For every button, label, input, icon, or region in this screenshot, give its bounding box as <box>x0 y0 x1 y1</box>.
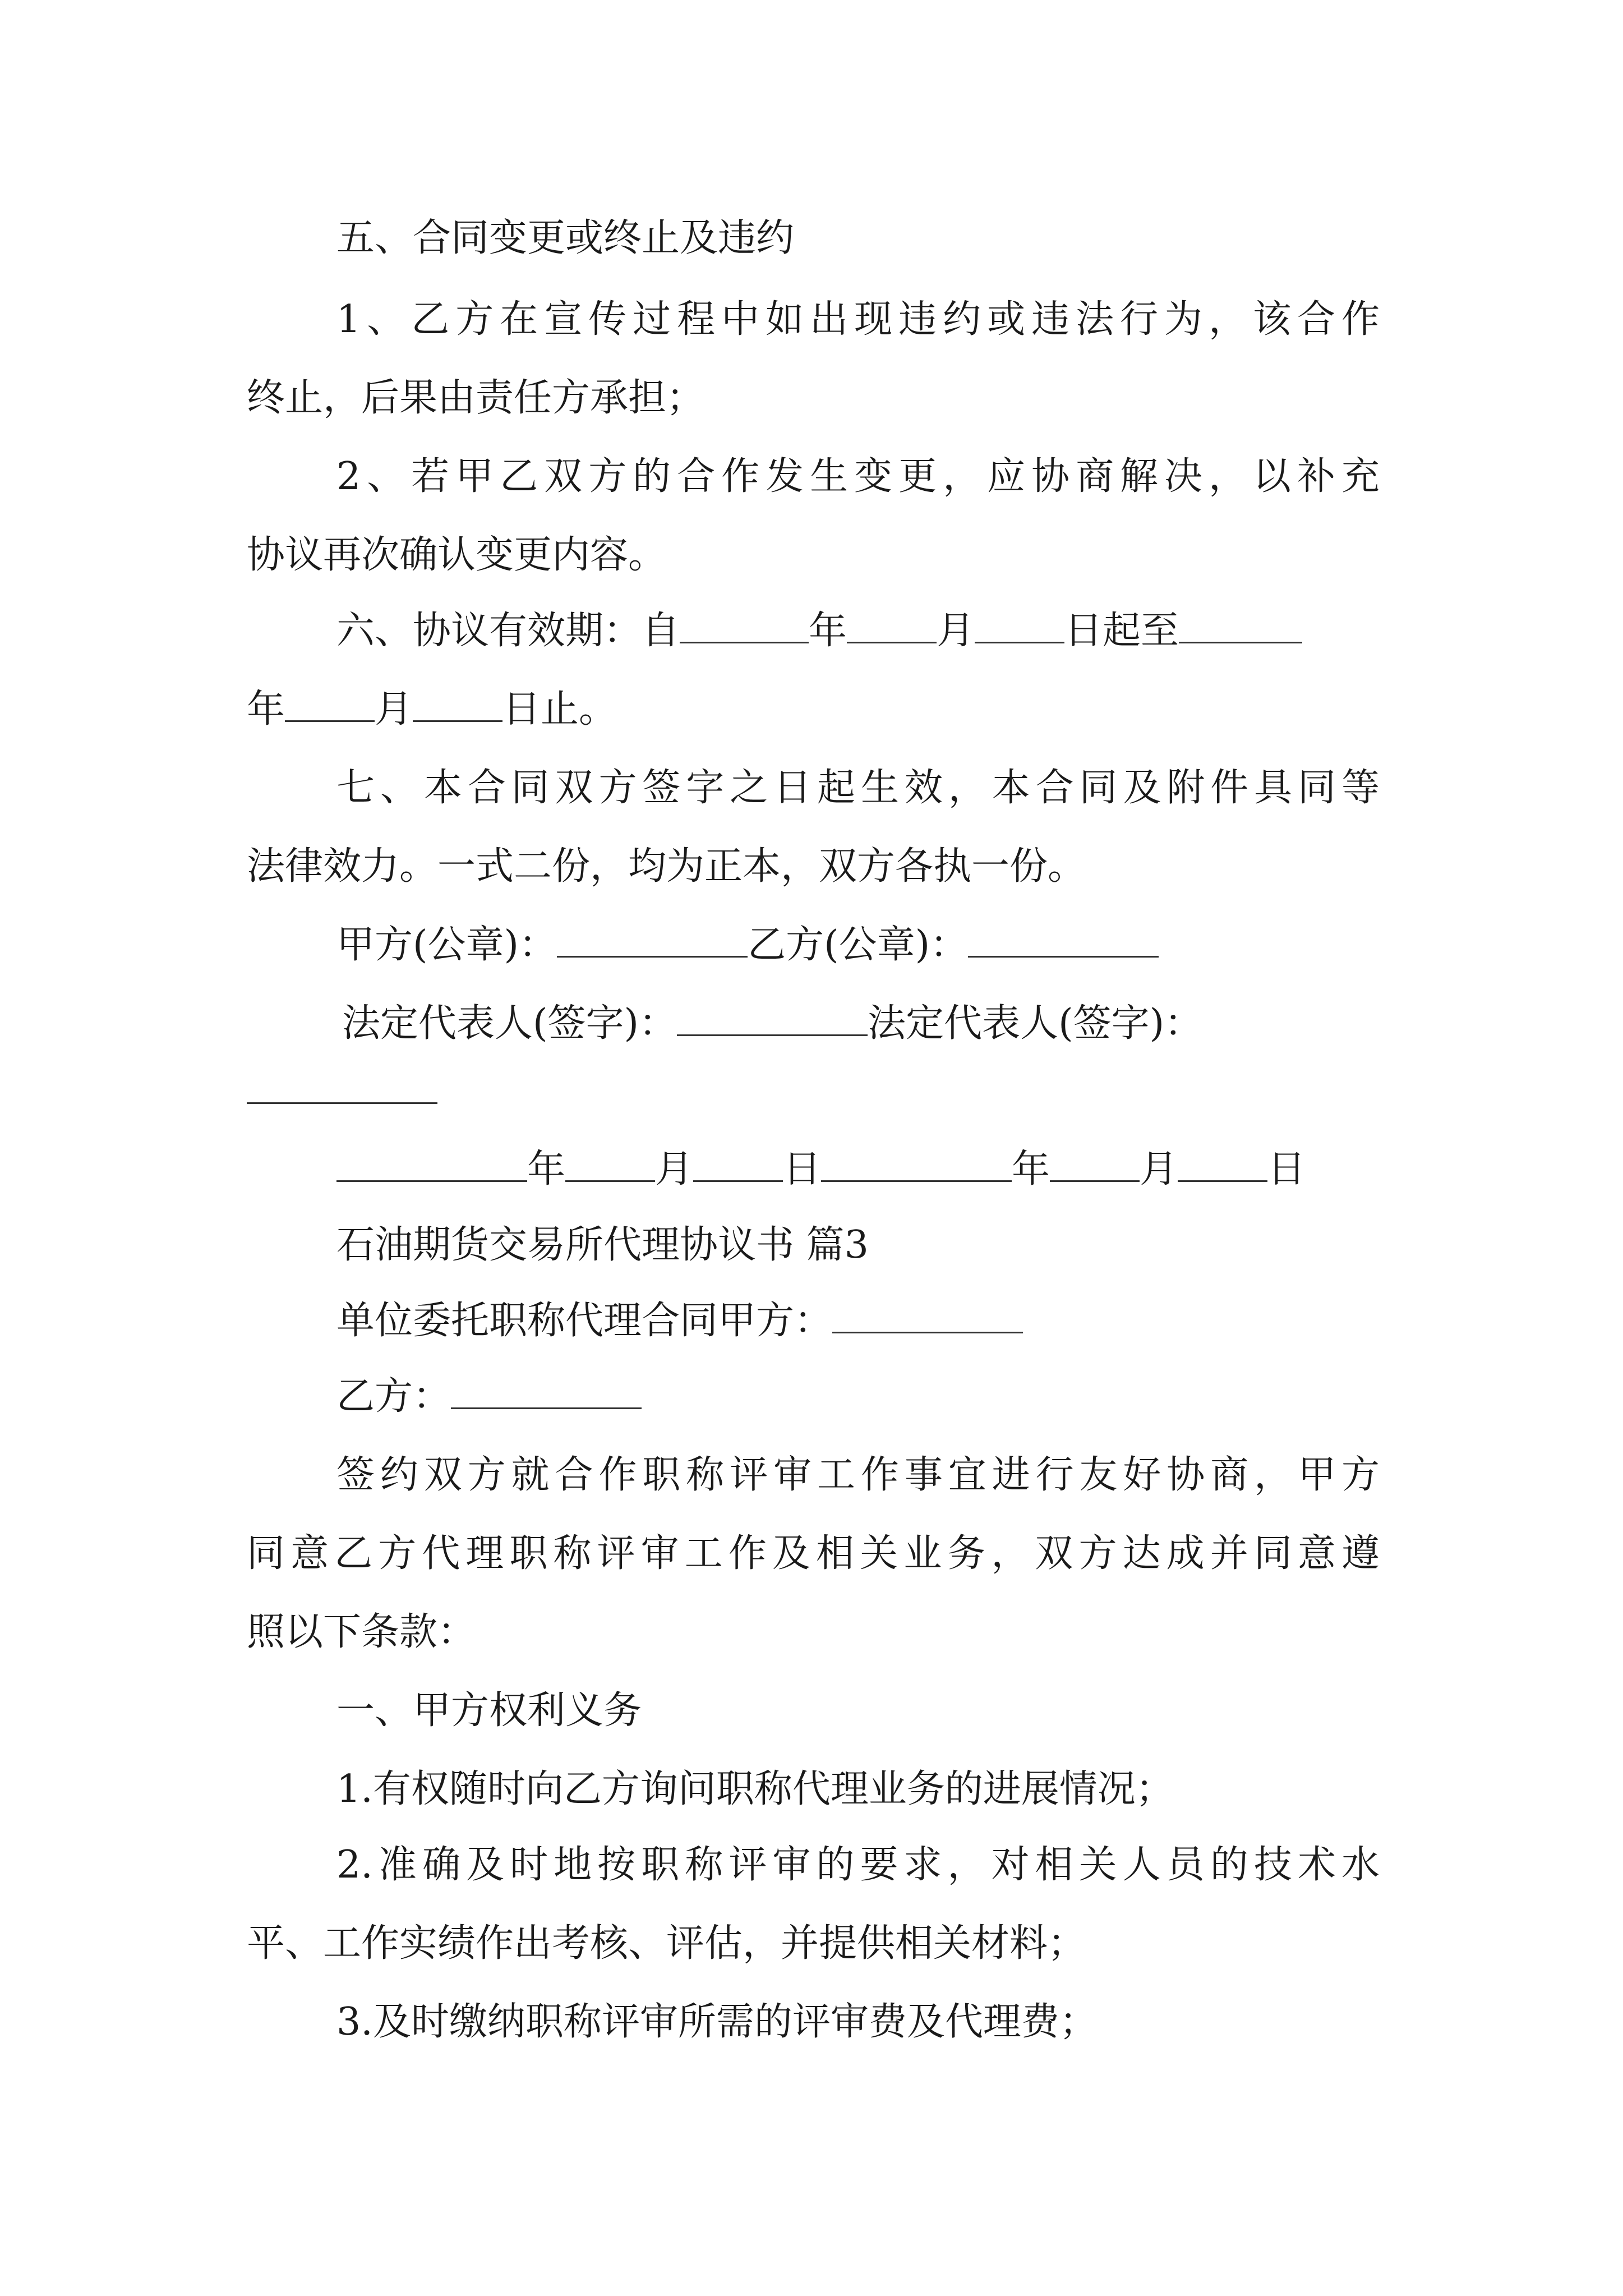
party-b-month-label: 月 <box>1140 1147 1178 1191</box>
end-year-blank <box>1179 610 1302 643</box>
start-day-blank <box>975 610 1064 643</box>
end-day-label: 日止。 <box>502 687 617 731</box>
article-title: 石油期货交易所代理协议书 篇3 <box>336 1223 869 1267</box>
clause-5-2-line1: 2、若甲乙双方的合作发生变更，应协商解决，以补充 <box>336 454 1380 499</box>
party-a-month-label: 月 <box>655 1147 694 1191</box>
seal-line <box>336 923 1159 968</box>
party-a-line <box>336 1299 1023 1343</box>
section-1-heading: 一、甲方权利义务 <box>336 1688 642 1733</box>
validity-label: 六、协议有效期：自 <box>336 609 680 653</box>
party-a-representative-blank <box>677 1003 868 1036</box>
clause-1-1: 1.有权随时向乙方询问职称代理业务的进展情况； <box>336 1767 1174 1811</box>
party-a-seal-label: 甲方(公章)： <box>336 923 557 967</box>
party-b-line <box>336 1374 642 1419</box>
party-b-seal-blank <box>968 924 1159 958</box>
party-a-year-label: 年 <box>527 1147 566 1191</box>
section-6-line1 <box>336 609 1302 654</box>
section-7-line2: 法律效力。一式二份，均为正本，双方各执一份。 <box>247 844 1086 889</box>
start-month-blank <box>847 610 937 643</box>
party-b-year-label: 年 <box>1012 1147 1050 1191</box>
party-b-month-blank <box>1050 1149 1140 1182</box>
party-b-day-blank <box>1178 1149 1267 1182</box>
section-6-line2 <box>247 687 617 732</box>
party-b-representative-label: 法定代表人(签字)： <box>868 1001 1203 1046</box>
clause-5-1-line2: 终止，后果由责任方承担； <box>247 376 705 420</box>
clause-1-2-line1: 2.准确及时地按职称评审的要求，对相关人员的技术水 <box>336 1843 1380 1887</box>
section-5-heading: 五、合同变更或终止及违约 <box>336 216 795 260</box>
party-a-day-label: 日 <box>783 1147 822 1191</box>
representative-line <box>342 1001 1202 1046</box>
end-month-label: 月 <box>375 687 413 731</box>
party-b-blank <box>451 1376 642 1409</box>
party-a-seal-blank <box>557 924 748 958</box>
clause-5-2-line2: 协议再次确认变更内容。 <box>247 533 667 577</box>
party-a-blank <box>832 1300 1023 1333</box>
party-b-year-blank <box>821 1149 1012 1182</box>
party-a-representative-label: 法定代表人(签字)： <box>342 1001 677 1046</box>
clause-1-3: 3.及时缴纳职称评审所需的评审费及代理费； <box>336 2000 1098 2044</box>
party-a-year-blank <box>336 1149 527 1182</box>
end-day-blank <box>413 689 502 722</box>
start-day-label: 日起至 <box>1064 609 1179 653</box>
party-b-representative-blank <box>247 1102 437 1104</box>
start-year-label: 年 <box>809 609 847 653</box>
party-a-label: 单位委托职称代理合同甲方： <box>336 1299 833 1343</box>
signing-date-line <box>336 1147 1306 1192</box>
section-7-line1: 七、本合同双方签字之日起生效，本合同及附件具同等 <box>336 766 1380 810</box>
party-b-day-label: 日 <box>1267 1147 1306 1191</box>
party-b-label: 乙方： <box>336 1374 451 1419</box>
start-month-label: 月 <box>937 609 975 653</box>
clause-5-1-line1: 1、乙方在宣传过程中如出现违约或违法行为，该合作 <box>336 297 1380 342</box>
clause-1-2-line2: 平、工作实绩作出考核、评估，并提供相关材料； <box>247 1921 1086 1966</box>
party-a-day-blank <box>693 1149 783 1182</box>
end-year-label: 年 <box>247 687 285 731</box>
start-year-blank <box>680 610 809 643</box>
preamble-line3: 照以下条款： <box>247 1610 476 1654</box>
party-b-seal-label: 乙方(公章)： <box>748 923 969 967</box>
preamble-line1: 签约双方就合作职称评审工作事宜进行友好协商，甲方 <box>336 1453 1380 1497</box>
party-a-month-blank <box>565 1149 655 1182</box>
preamble-line2: 同意乙方代理职称评审工作及相关业务，双方达成并同意遵 <box>247 1531 1380 1576</box>
end-month-blank <box>285 689 375 722</box>
